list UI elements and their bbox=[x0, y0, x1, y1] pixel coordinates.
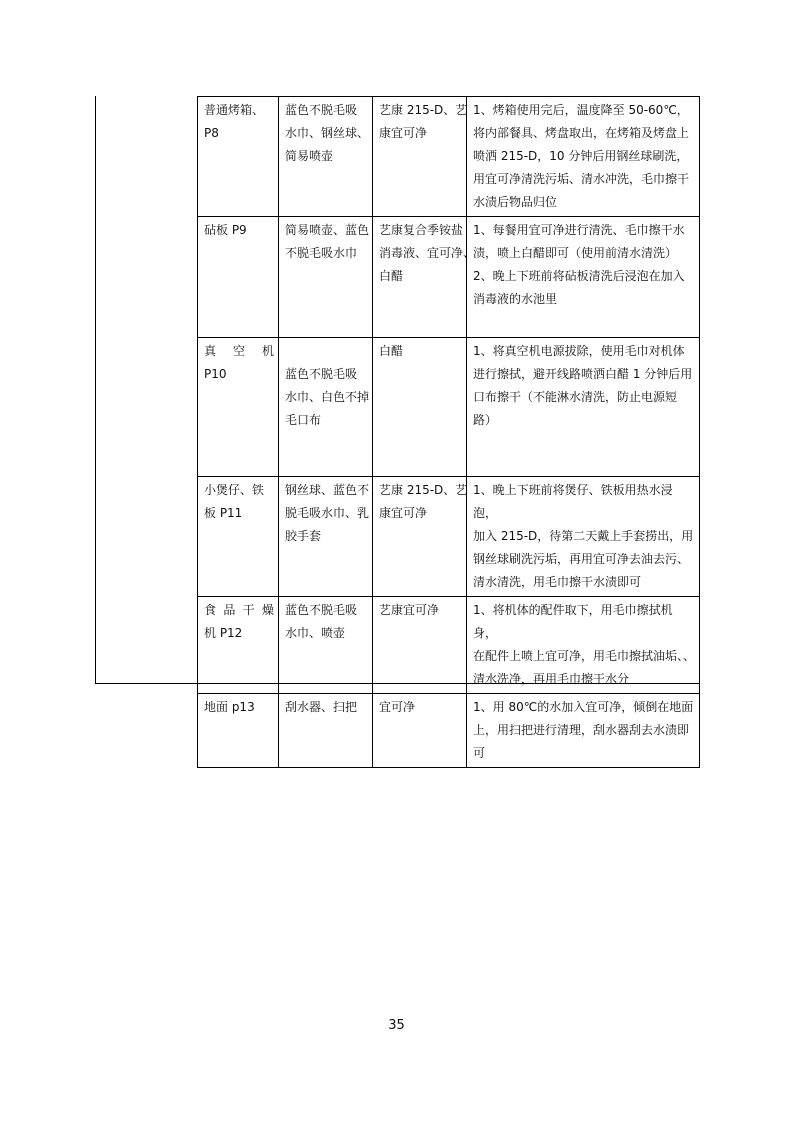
steps-line: 2、晚上下班前将砧板清洗后浸泡在加入 bbox=[473, 269, 685, 283]
page-number: 35 bbox=[388, 1018, 405, 1033]
steps-line: 进行擦拭，避开线路喷洒白醋 1 分钟后用 bbox=[473, 367, 693, 381]
steps-line: 1、晚上下班前将煲仔、铁板用热水浸泡， bbox=[473, 483, 673, 520]
steps-cell bbox=[467, 217, 700, 338]
tools-line: 刮水器、扫把 bbox=[285, 700, 358, 714]
item-name-cell bbox=[198, 694, 279, 768]
item-name-line: 真 空 机 bbox=[204, 344, 274, 358]
tools-line: 胶手套 bbox=[285, 529, 322, 543]
table-row bbox=[198, 477, 700, 597]
steps-line: 1、每餐用宜可净进行清洗、毛巾擦干水 bbox=[473, 223, 685, 237]
tools-cell bbox=[279, 694, 373, 768]
outer-frame-left-border bbox=[95, 96, 96, 683]
table-row bbox=[198, 97, 700, 217]
table-row bbox=[198, 597, 700, 694]
agent-line: 艺康复合季铵盐 bbox=[379, 223, 464, 237]
tools-line: 钢丝球、蓝色不 bbox=[285, 483, 370, 497]
cleaning-agent-cell bbox=[373, 597, 467, 694]
steps-cell bbox=[467, 597, 700, 694]
table-row bbox=[198, 217, 700, 338]
steps-line: 1、将机体的配件取下，用毛巾擦拭机身， bbox=[473, 603, 673, 640]
tools-cell bbox=[279, 217, 373, 338]
item-name-cell bbox=[198, 597, 279, 694]
item-name-cell bbox=[198, 338, 279, 477]
agent-line: 宜可净 bbox=[379, 700, 416, 714]
tools-line: 简易喷壶 bbox=[285, 149, 334, 163]
steps-line: 在配件上喷上宜可净，用毛巾擦拭油垢、、 bbox=[473, 649, 696, 663]
steps-line: 消毒液的水池里 bbox=[473, 292, 558, 306]
steps-line: 口布擦干（不能淋水清洗，防止电源短路） bbox=[473, 390, 678, 427]
item-name-cell bbox=[198, 477, 279, 597]
agent-line: 康宜可净 bbox=[379, 126, 428, 140]
item-name-line: 机 P12 bbox=[204, 626, 243, 640]
steps-cell bbox=[467, 338, 700, 477]
tools-cell bbox=[279, 97, 373, 217]
tools-line: 蓝色不脱毛吸 bbox=[285, 367, 358, 381]
steps-line: 水渍后物品归位 bbox=[473, 195, 558, 209]
steps-line: 1、将真空机电源拔除，使用毛巾对机体 bbox=[473, 344, 685, 358]
tools-line: 蓝色不脱毛吸 bbox=[285, 603, 358, 617]
steps-line: 清水洗净，再用毛巾擦干水分 bbox=[473, 672, 630, 686]
cleaning-procedure-table bbox=[197, 96, 700, 768]
steps-line: 可 bbox=[473, 746, 486, 760]
steps-cell bbox=[467, 694, 700, 768]
cleaning-agent-cell bbox=[373, 477, 467, 597]
tools-cell bbox=[279, 338, 373, 477]
steps-line: 用宜可净清洗污垢、清水冲洗，毛巾擦干 bbox=[473, 172, 690, 186]
tools-line: 脱毛吸水巾、乳 bbox=[285, 506, 370, 520]
agent-line: 消毒液、宜可净、 bbox=[379, 246, 476, 260]
item-name-line: 食 品 干 燥 bbox=[204, 603, 274, 617]
agent-line: 康宜可净 bbox=[379, 506, 428, 520]
item-name-line: 砧板 P9 bbox=[204, 223, 247, 237]
cleaning-agent-cell bbox=[373, 217, 476, 338]
item-name-line: 小煲仔、铁 bbox=[204, 483, 265, 497]
steps-cell bbox=[467, 97, 700, 217]
item-name-line: 地面 p13 bbox=[204, 700, 255, 714]
steps-line: 钢丝球刷洗污垢，再用宜可净去油去污、 bbox=[473, 552, 690, 566]
item-name-cell bbox=[198, 217, 279, 338]
steps-line: 将内部餐具、烤盘取出，在烤箱及烤盘上 bbox=[473, 126, 690, 140]
tools-line: 水巾、白色不掉 bbox=[285, 390, 370, 404]
item-name-line: 普通烤箱、 bbox=[204, 103, 265, 117]
tools-line: 水巾、喷壶 bbox=[285, 626, 346, 640]
cleaning-agent-cell bbox=[373, 694, 467, 768]
steps-line: 清水清洗，用毛巾擦干水渍即可 bbox=[473, 575, 642, 589]
tools-line: 不脱毛吸水巾 bbox=[285, 246, 358, 260]
table-row bbox=[198, 338, 700, 477]
tools-line: 毛口布 bbox=[285, 413, 322, 427]
steps-cell bbox=[467, 477, 700, 597]
agent-line: 艺康 215-D、艺 bbox=[379, 103, 468, 117]
cleaning-agent-cell bbox=[373, 97, 467, 217]
tools-line bbox=[285, 340, 368, 363]
cleaning-agent-cell bbox=[373, 338, 467, 477]
steps-line: 加入 215-D，待第二天戴上手套捞出，用 bbox=[473, 529, 694, 543]
item-name-line: 板 P11 bbox=[204, 506, 243, 520]
agent-line: 艺康宜可净 bbox=[379, 603, 440, 617]
tools-cell bbox=[279, 597, 373, 694]
steps-line: 1、用 80℃的水加入宜可净，倾倒在地面 bbox=[473, 700, 694, 714]
agent-line: 艺康 215-D、艺 bbox=[379, 483, 468, 497]
tools-line: 简易喷壶、蓝色 bbox=[285, 223, 370, 237]
steps-line: 喷洒 215-D，10 分钟后用钢丝球刷洗， bbox=[473, 149, 689, 163]
tools-line: 蓝色不脱毛吸 bbox=[285, 103, 358, 117]
item-name-line: P10 bbox=[204, 367, 227, 381]
item-name-line: P8 bbox=[204, 126, 219, 140]
agent-line: 白醋 bbox=[379, 344, 404, 358]
steps-line: 渍，喷上白醋即可（使用前清水清洗） bbox=[473, 246, 678, 260]
table-row bbox=[198, 694, 700, 768]
steps-line: 上，用扫把进行清理，刮水器刮去水渍即 bbox=[473, 723, 690, 737]
steps-line: 1、烤箱使用完后，温度降至 50-60℃， bbox=[473, 103, 689, 117]
item-name-cell bbox=[198, 97, 279, 217]
tools-line: 水巾、钢丝球、 bbox=[285, 126, 370, 140]
tools-cell bbox=[279, 477, 373, 597]
agent-line: 白醋 bbox=[379, 269, 404, 283]
